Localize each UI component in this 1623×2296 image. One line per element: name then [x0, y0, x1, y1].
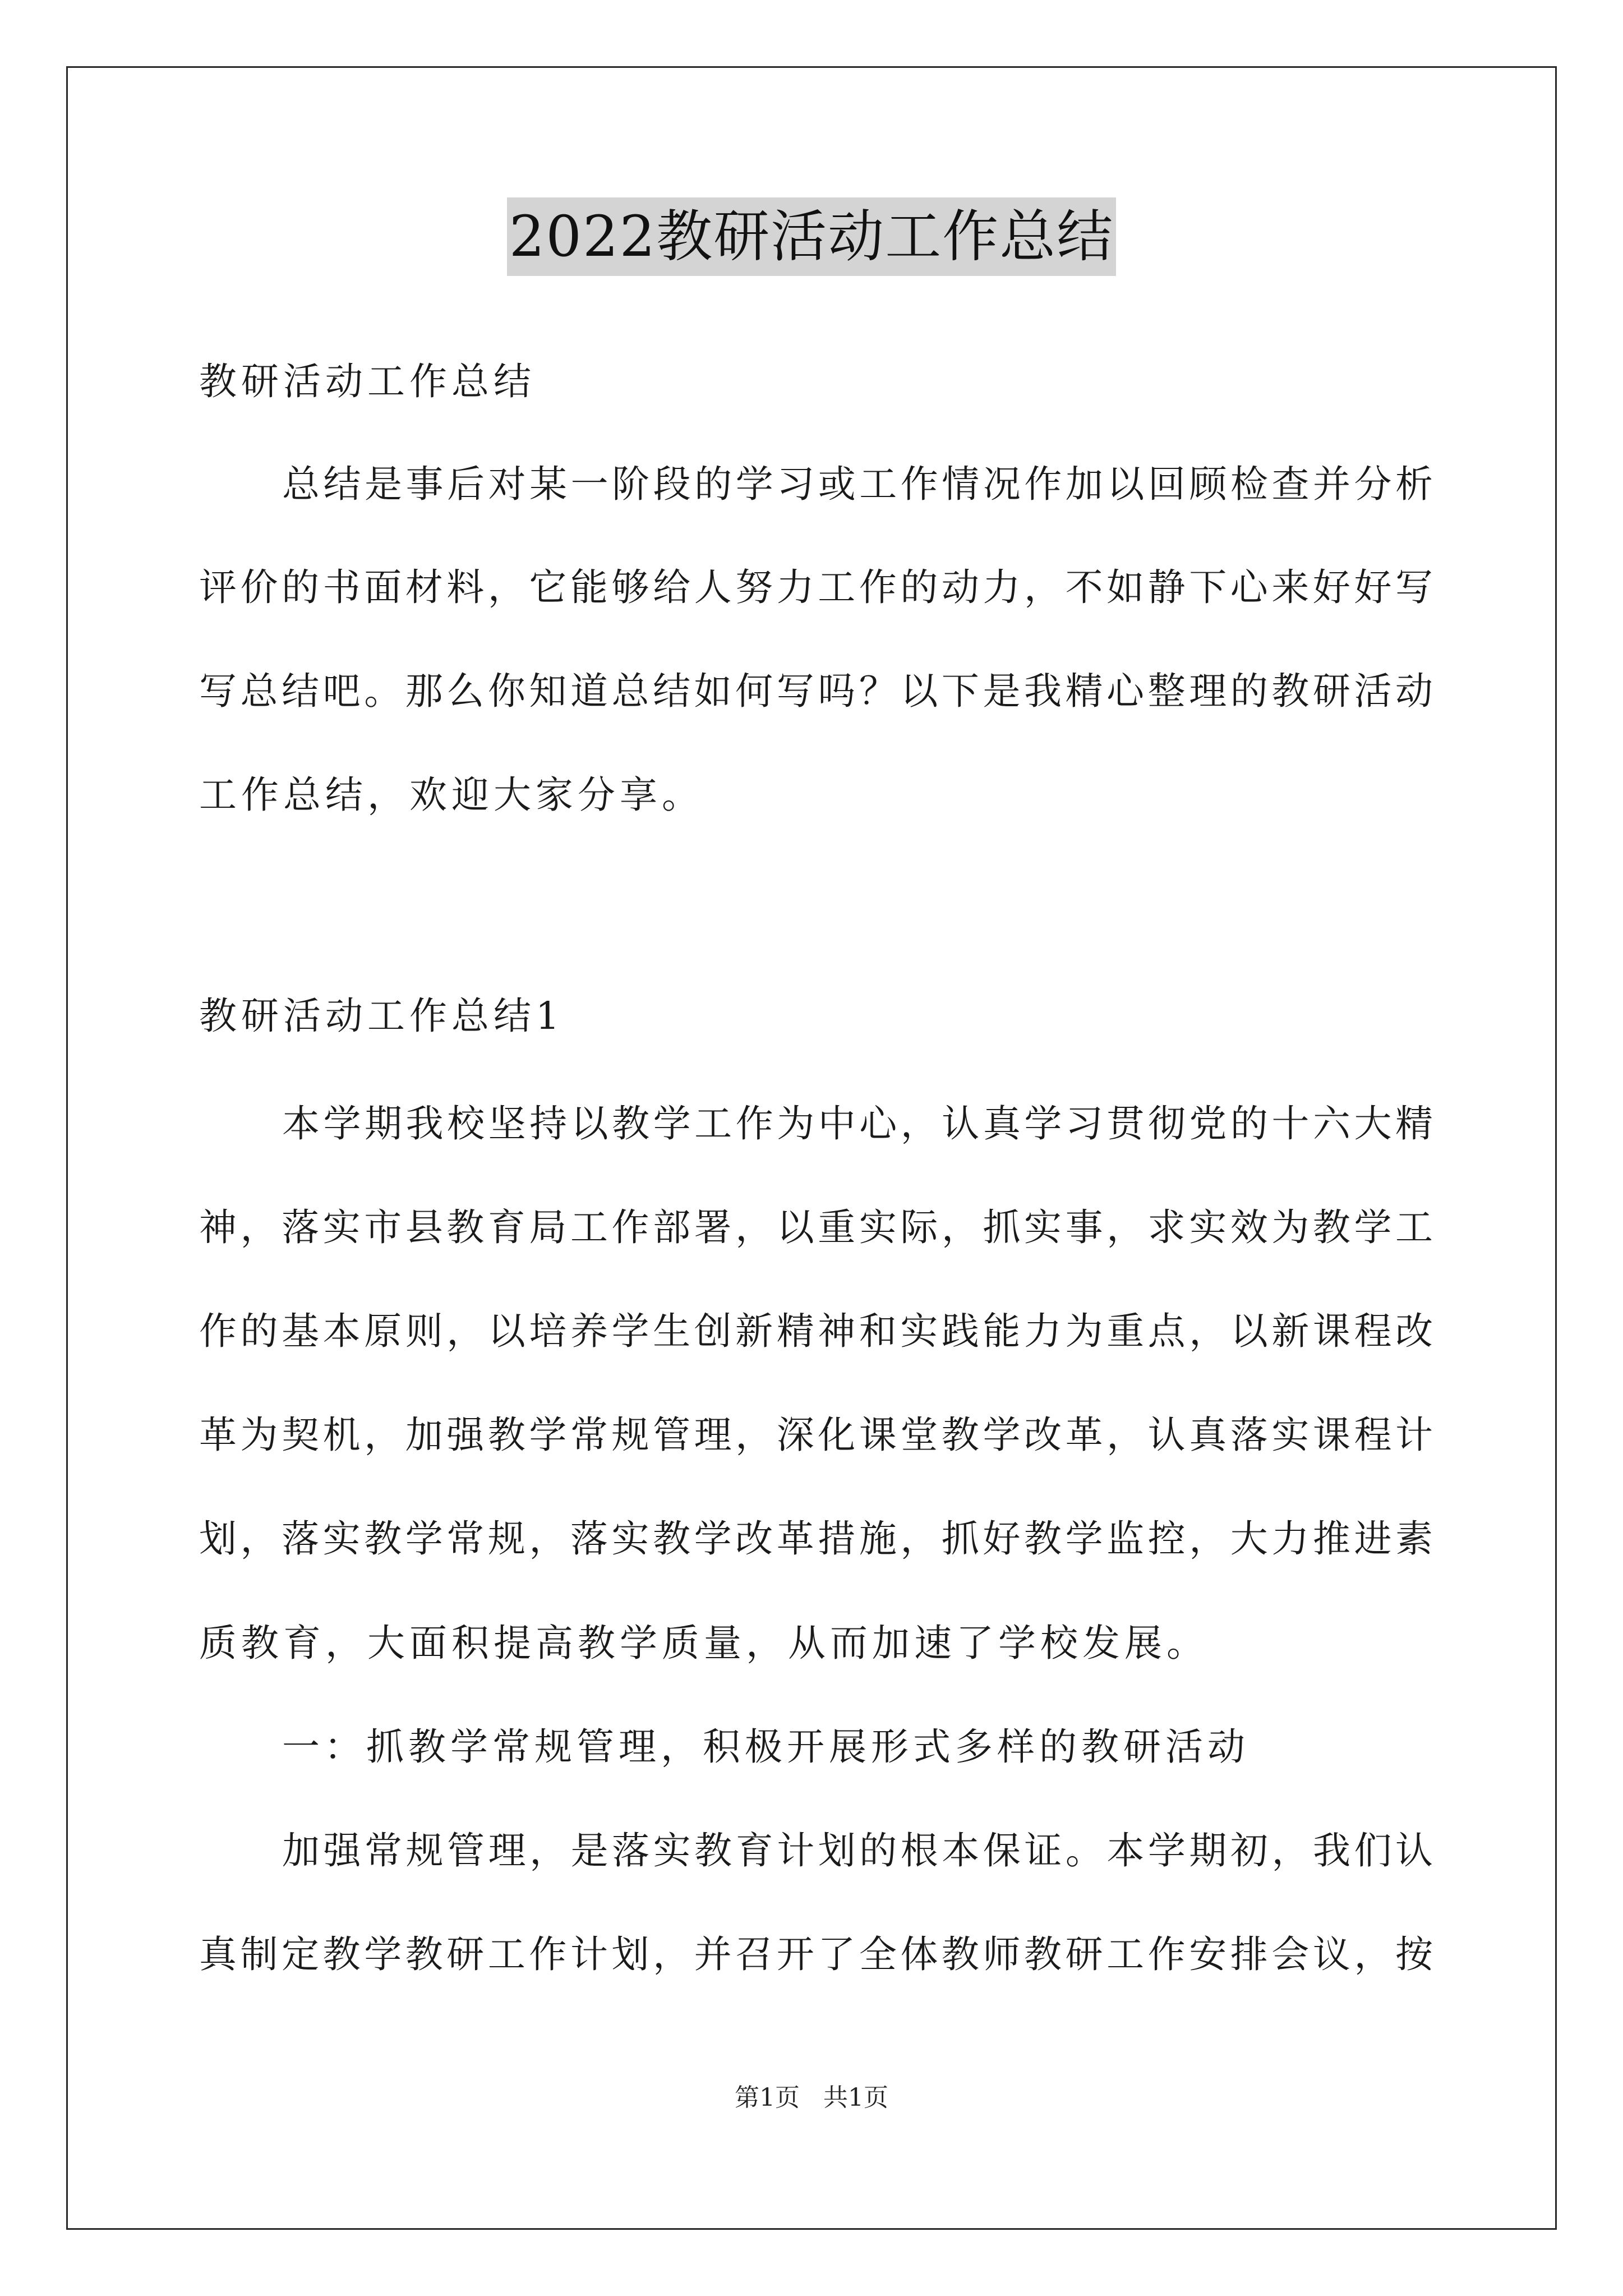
title-block	[0, 197, 1623, 276]
intro-line-2: 评价的书面材料，它能够给人努力工作的动力，不如静下心来好好写	[199, 565, 1433, 609]
point1-line-2: 真制定教学教研工作计划，并召开了全体教师教研工作安排会议，按	[199, 1932, 1433, 1976]
page-number-current: 第1页	[735, 2083, 800, 2112]
document-title: 2022教研活动工作总结	[507, 197, 1117, 276]
point1-heading: 一：抓教学常规管理，积极开展形式多样的教研活动	[282, 1725, 1249, 1769]
section1-line-4: 革为契机，加强教学常规管理，深化课堂教学改革，认真落实课程计	[199, 1413, 1433, 1457]
point1-line-1: 加强常规管理，是落实教育计划的根本保证。本学期初，我们认	[282, 1829, 1433, 1872]
section1-line-1: 本学期我校坚持以教学工作为中心，认真学习贯彻党的十六大精	[282, 1102, 1433, 1145]
section1-line-2: 神，落实市县教育局工作部署，以重实际，抓实事，求实效为教学工	[199, 1205, 1433, 1249]
section1-line-3: 作的基本原则，以培养学生创新精神和实践能力为重点，以新课程改	[199, 1309, 1433, 1353]
document-subtitle: 教研活动工作总结	[199, 360, 536, 403]
section1-line-6: 质教育，大面积提高教学质量，从而加速了学校发展。	[199, 1621, 1209, 1665]
section1-heading: 教研活动工作总结1	[199, 994, 564, 1038]
page-footer	[0, 2081, 1623, 2115]
intro-line-4: 工作总结，欢迎大家分享。	[199, 773, 704, 817]
intro-line-3: 写总结吧。那么你知道总结如何写吗？以下是我精心整理的教研活动	[199, 669, 1433, 713]
intro-line-1: 总结是事后对某一阶段的学习或工作情况作加以回顾检查并分析	[282, 462, 1433, 506]
page-number-total: 共1页	[823, 2083, 888, 2112]
section1-line-5: 划，落实教学常规，落实教学改革措施，抓好教学监控，大力推进素	[199, 1517, 1433, 1561]
